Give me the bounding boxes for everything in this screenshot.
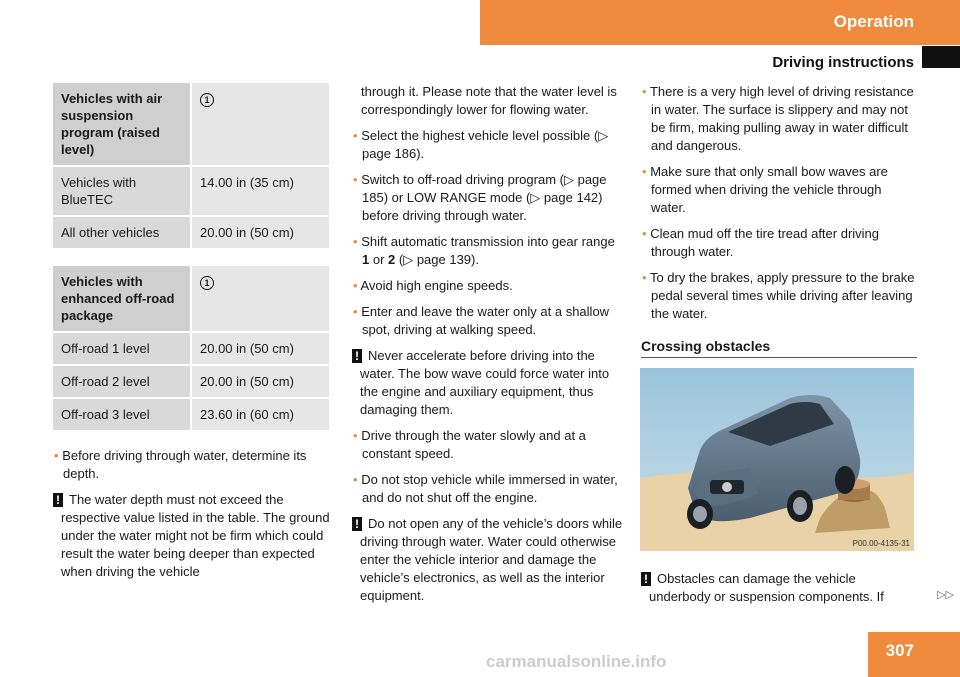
table-cell-value: 20.00 in (50 cm) <box>192 366 329 399</box>
column-3-warning <box>641 570 917 614</box>
list-item-text: or <box>369 252 389 267</box>
bullet-icon: • <box>353 472 358 487</box>
list-item <box>641 163 917 217</box>
bullet-icon: • <box>353 278 358 293</box>
list-item-text: Shift automatic transmission into gear range <box>361 234 615 249</box>
list-item-text: Switch to off-road driving program (▷ page 185) or LOW RANGE mode (▷ page 142) before driving through water. <box>361 172 607 223</box>
list-item-text: Before driving through water, determine its depth. <box>62 448 307 481</box>
table-cell-value: 20.00 in (50 cm) <box>192 333 329 366</box>
warning-text: Never accelerate before driving into the water. The bow wave could force water into the engine and auxiliary equipment, thus damaging them. <box>360 348 610 417</box>
continued-next-page-icon: ▷▷ <box>937 589 954 601</box>
list-item <box>352 427 625 463</box>
bullet-icon: • <box>353 234 358 249</box>
warning-icon: ! <box>352 349 362 363</box>
bullet-icon: • <box>353 304 358 319</box>
table-cell-label: Off-road 2 level <box>53 366 192 399</box>
subsection-title: Driving instructions <box>772 54 914 71</box>
gear-range-1: 1 <box>362 252 370 267</box>
table-head-label: Vehicles with enhanced off-road package <box>53 266 192 333</box>
vehicle-crossing-obstacle-image <box>640 368 914 551</box>
page-number-box <box>868 632 960 677</box>
warning-note <box>641 570 917 606</box>
list-item <box>352 127 625 163</box>
bullet-icon: • <box>642 84 647 99</box>
bullet-icon: • <box>642 226 647 241</box>
bullet-icon: • <box>353 428 358 443</box>
warning-note <box>53 491 333 581</box>
list-item <box>53 447 333 483</box>
water-depth-table-offroad <box>53 266 329 432</box>
table-cell-label: Vehicles with BlueTEC <box>53 167 192 217</box>
table-cell-label: Off-road 3 level <box>53 399 192 432</box>
section-title: Operation <box>833 12 914 31</box>
bullet-icon: • <box>353 128 358 143</box>
page-number: 307 <box>885 641 914 660</box>
column-2-text <box>352 83 625 613</box>
list-item <box>352 277 625 295</box>
table-row <box>53 333 329 366</box>
table-row <box>53 366 329 399</box>
list-item-text: Clean mud off the tire tread after driving through water. <box>650 226 880 259</box>
warning-text: Do not open any of the vehicle’s doors while driving through water. Water could otherwise enter the vehicle interior and damage the vehicle’s electronics, as well as the interior equipment. <box>360 516 623 603</box>
warning-text: The water depth must not exceed the respective value listed in the table. The ground under the water might not be firm which could result the water being deeper than expected when driving the vehicle <box>61 492 330 579</box>
list-item <box>352 233 625 269</box>
gear-range-2: 2 <box>388 252 396 267</box>
table-row <box>53 399 329 432</box>
table-row <box>53 167 329 217</box>
list-item-text: Select the highest vehicle level possible (▷ page 186). <box>361 128 609 161</box>
bullet-icon: • <box>353 172 358 187</box>
list-item-text: There is a very high level of driving resistance in water. The surface is slippery and may not be firm, making pulling away in water difficult and dangerous. <box>649 84 914 153</box>
warning-icon: ! <box>352 517 362 531</box>
table-cell-label: All other vehicles <box>53 217 192 250</box>
list-item <box>352 471 625 507</box>
list-item-text: Make sure that only small bow waves are formed when driving the vehicle through water. <box>650 164 888 215</box>
column-1-text <box>53 447 333 589</box>
footnote-marker-icon: 1 <box>200 93 214 107</box>
warning-icon: ! <box>641 572 651 586</box>
header-tab-marker <box>922 46 960 68</box>
list-item <box>641 269 917 323</box>
list-item-text: Enter and leave the water only at a shallow spot, driving at walking speed. <box>361 304 610 337</box>
suv-illustration <box>640 368 914 551</box>
table-cell-value: 23.60 in (60 cm) <box>192 399 329 432</box>
list-item-text: (▷ page 139). <box>395 252 479 267</box>
list-item-text: Do not stop vehicle while immersed in water, and do not shut off the engine. <box>361 472 618 505</box>
list-item <box>352 171 625 225</box>
list-item-text: Avoid high engine speeds. <box>360 278 513 293</box>
photo-caption: P00.00-4135-31 <box>852 539 910 548</box>
list-item <box>641 225 917 261</box>
table-row <box>53 217 329 250</box>
list-item <box>352 303 625 339</box>
footnote-marker-icon: 1 <box>200 276 214 290</box>
continued-text: through it. Please note that the water level is correspondingly lower for flowing water. <box>361 84 617 117</box>
warning-note <box>352 515 625 605</box>
table-head-label: Vehicles with air suspension program (raised level) <box>53 83 192 167</box>
warning-icon: ! <box>53 493 63 507</box>
list-item <box>641 83 917 155</box>
list-item-text: Drive through the water slowly and at a constant speed. <box>361 428 586 461</box>
bullet-icon: • <box>54 448 59 463</box>
bullet-icon: • <box>642 270 647 285</box>
section-heading: Crossing obstacles <box>641 337 917 358</box>
table-cell-value: 20.00 in (50 cm) <box>192 217 329 250</box>
list-item-text: To dry the brakes, apply pressure to the brake pedal several times while driving after leaving the water. <box>649 270 915 321</box>
table-head-marker <box>192 266 329 333</box>
bullet-icon: • <box>642 164 647 179</box>
column-3-text <box>641 83 917 368</box>
table-head-marker <box>192 83 329 167</box>
warning-note <box>352 347 625 419</box>
warning-text: Obstacles can damage the vehicle underbody or suspension components. If <box>649 571 884 604</box>
table-cell-value: 14.00 in (35 cm) <box>192 167 329 217</box>
watermark: carmanualsonline.info <box>486 652 667 671</box>
table-cell-label: Off-road 1 level <box>53 333 192 366</box>
water-depth-table-air-suspension <box>53 83 329 250</box>
